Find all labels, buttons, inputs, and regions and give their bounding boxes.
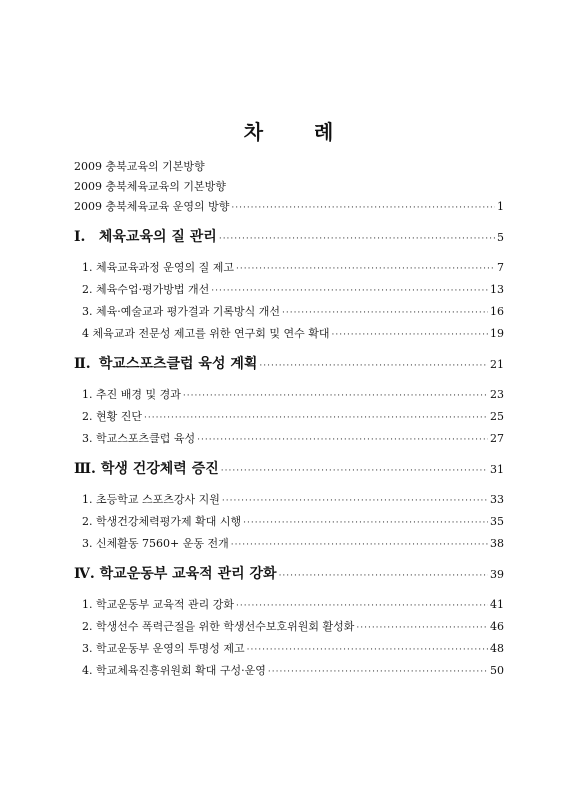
toc-item-label: 1. 학교운동부 교육적 관리 강화 [82,598,234,611]
toc-section-heading[interactable] [74,461,504,480]
toc-item-label: 3. 체육·예술교과 평가결과 기록방식 개선 [82,305,280,318]
dot-leader [197,434,488,447]
toc-page-number: 48 [490,642,504,655]
toc-section-heading[interactable] [74,356,504,375]
toc-page-number: 7 [497,261,504,274]
toc-intro-item[interactable] [74,160,504,173]
dot-leader [279,568,488,585]
toc-item-label: 1. 추진 배경 및 경과 [82,388,181,401]
section-title: 학생 건강체력 증진 [100,461,219,477]
dot-leader [356,622,488,635]
toc-page-number: 25 [490,410,504,423]
toc-intro-item[interactable] [74,180,504,193]
toc-intro-item[interactable] [74,200,504,215]
toc-section-label [74,566,277,583]
toc-page-number: 39 [490,568,504,581]
toc-subitem[interactable] [74,327,504,342]
toc-item-label: 2. 현황 진단 [82,410,142,423]
toc-page-number: 35 [490,515,504,528]
dot-leader [282,307,488,320]
toc-item-label: 1. 초등학교 스포츠강사 지원 [82,493,220,506]
dot-leader [231,539,488,552]
toc-subitem[interactable] [74,642,504,657]
toc-section-heading[interactable] [74,229,504,248]
toc-section-heading[interactable] [74,566,504,585]
toc-page-number: 50 [490,664,504,677]
toc-item-label: 3. 학교운동부 운영의 투명성 제고 [82,642,245,655]
dot-leader [219,231,495,248]
page-title: 차 례 [243,120,356,144]
toc-page-number: 23 [490,388,504,401]
dot-leader [222,495,488,508]
section-title: 학교운동부 교육적 관리 강화 [99,566,277,582]
toc-item-label: 3. 신체활동 7560+ 운동 전개 [82,537,229,550]
toc-page-number: 13 [490,283,504,296]
toc-page-number: 16 [490,305,504,318]
toc-item-label: 2009 충북체육교육 운영의 방향 [74,200,230,213]
toc-page-number: 31 [490,463,504,476]
dot-leader [247,644,488,657]
toc-subitem[interactable] [74,515,504,530]
table-of-contents [74,160,504,686]
section-title: 체육교육의 질 관리 [98,229,217,245]
toc-item-label: 4. 학교체육진흥위원회 확대 구성·운영 [82,664,266,677]
toc-page-number: 1 [497,200,504,213]
toc-subitem[interactable] [74,598,504,613]
toc-item-label: 3. 학교스포츠클럽 육성 [82,432,196,445]
toc-subitem[interactable] [74,283,504,298]
toc-subitem[interactable] [74,620,504,635]
toc-page-number: 5 [497,231,504,244]
dot-leader [332,329,489,342]
dot-leader [268,666,488,679]
section-numeral: Ⅲ. [74,461,96,477]
section-numeral: Ⅳ. [74,566,95,582]
dot-leader [259,358,488,375]
toc-item-label: 1. 체육교육과정 운영의 질 제고 [82,261,234,274]
toc-subitem[interactable] [74,410,504,425]
toc-subitem[interactable] [74,432,504,447]
toc-section-label [74,356,257,373]
toc-item-label: 4 체육교과 전문성 제고를 위한 연구회 및 연수 확대 [82,327,330,340]
toc-page-number: 27 [490,432,504,445]
toc-item-label: 2. 학생건강체력평가제 확대 시행 [82,515,242,528]
toc-item-label: 2009 충북체육교육의 기본방향 [74,180,226,193]
toc-page-number: 21 [490,358,504,371]
toc-item-label: 2009 충북교육의 기본방향 [74,160,205,173]
toc-page-number: 19 [490,327,504,340]
toc-item-label: 2. 체육수업·평가방법 개선 [82,283,210,296]
dot-leader [236,263,495,276]
toc-subitem[interactable] [74,388,504,403]
section-numeral: Ⅱ. [74,356,91,372]
dot-leader [221,463,488,480]
dot-leader [144,412,488,425]
dot-leader [236,600,488,613]
toc-subitem[interactable] [74,664,504,679]
toc-section-label [74,461,219,478]
toc-subitem[interactable] [74,305,504,320]
section-numeral: Ⅰ. [74,229,86,245]
toc-subitem[interactable] [74,261,504,276]
section-title: 학교스포츠클럽 육성 계획 [98,356,258,372]
dot-leader [231,202,495,215]
toc-page-number: 46 [490,620,504,633]
toc-subitem[interactable] [74,493,504,508]
dot-leader [243,517,488,530]
toc-page-number: 38 [490,537,504,550]
toc-page-number: 33 [490,493,504,506]
dot-leader [183,390,488,403]
toc-page-number: 41 [490,598,504,611]
toc-item-label: 2. 학생선수 폭력근절을 위한 학생선수보호위원회 활성화 [82,620,355,633]
dot-leader [211,285,488,298]
toc-section-label [74,229,217,246]
toc-subitem[interactable] [74,537,504,552]
